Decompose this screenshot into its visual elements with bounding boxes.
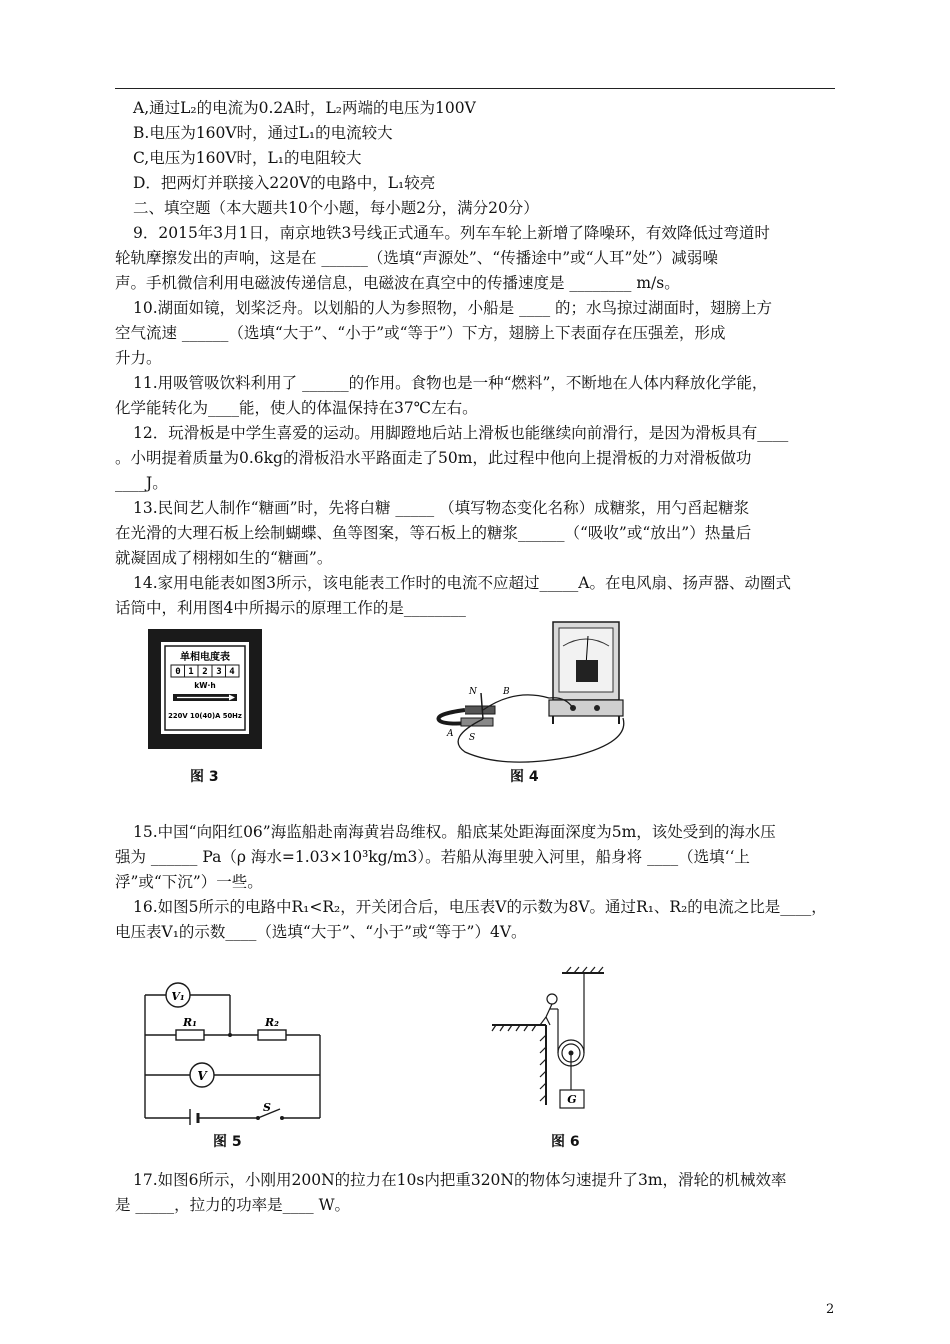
- figure-4-induction: [425, 618, 635, 768]
- fig4-label-b: B: [503, 687, 510, 697]
- section-heading: 二、填空题（本大题共10个小题，每小题2分，满分20分）: [133, 199, 539, 217]
- figure-3-caption: 图 3: [190, 769, 219, 785]
- meter-digit: 4: [229, 667, 235, 677]
- figure-4-caption: 图 4: [510, 769, 539, 785]
- question-9-line-1: 9．2015年3月1日，南京地铁3号线正式通车。列车车轮上新增了降噪环，有效降低过弯道时: [133, 224, 770, 242]
- question-17-line-1: 17.如图6所示，小刚用200N的拉力在10s内把重320N的物体匀速提升了3m，滑轮的机械效率: [133, 1171, 787, 1189]
- meter-digit: 1: [188, 667, 194, 677]
- question-10-line-3: 升力。: [115, 349, 162, 367]
- question-15-line-2: 强为 ______ Pa（ρ 海水=1.03×10³kg/m3）。若船从海里驶入河里，船身将 ____（选填‘‘上: [115, 848, 750, 866]
- fig5-label-v1: V₁: [171, 990, 185, 1003]
- question-13-line-3: 就凝固成了栩栩如生的“糖画”。: [115, 549, 333, 567]
- question-16-line-1: 16.如图5所示的电路中R₁<R₂，开关闭合后，电压表V的示数为8V。通过R₁、R₂的电流之比是____，: [133, 898, 827, 916]
- fig4-label-a: A: [447, 729, 454, 739]
- figure-3-meter: [147, 628, 263, 750]
- option-b: B.电压为160V时，通过L₁的电流较大: [133, 124, 393, 142]
- meter-unit: kW·h: [194, 681, 216, 690]
- meter-digit: 0: [175, 667, 181, 677]
- question-9-line-2: 轮轨摩擦发出的声响，这是在 ______（选填“声源处”、“传播途中”或“人耳”处”）减弱噪: [115, 249, 718, 267]
- meter-spec: 220V 10(40)A 50Hz: [168, 712, 242, 720]
- option-a: A,通过L₂的电流为0.2A时，L₂两端的电压为100V: [133, 99, 476, 117]
- option-c: C,电压为160V时，L₁的电阻较大: [133, 149, 362, 167]
- option-d: D．把两灯并联接入220V的电路中，L₁较亮: [133, 174, 436, 192]
- fig5-label-v: V: [197, 1069, 207, 1083]
- meter-title: 单相电度表: [180, 652, 230, 663]
- question-11-line-2: 化学能转化为____能，使人的体温保持在37℃左右。: [115, 399, 478, 417]
- question-9-line-3: 声。手机微信利用电磁波传递信息，电磁波在真空中的传播速度是 ________ m/s。: [115, 274, 680, 292]
- figure-5-circuit: [140, 975, 330, 1125]
- fig4-label-n: N: [469, 687, 477, 697]
- question-16-line-2: 电压表V₁的示数____（选填“大于”、“小于”或“等于”）4V。: [115, 923, 527, 941]
- fig6-label-g: G: [567, 1093, 577, 1106]
- question-15-line-1: 15.中国“向阳红06”海监船赴南海黄岩岛维权。船底某处距海面深度为5m，该处受到的海水压: [133, 823, 776, 841]
- fig5-label-r2: R₂: [265, 1016, 279, 1029]
- question-13-line-2: 在光滑的大理石板上绘制蝴蝶、鱼等图案，等石板上的糖浆______（“吸收”或“放出”）热量后: [115, 524, 752, 542]
- meter-digit: 3: [216, 667, 222, 677]
- question-14-line-1: 14.家用电能表如图3所示，该电能表工作时的电流不应超过_____A。在电风扇、扬声器、动圈式: [133, 574, 791, 592]
- figure-6-pulley: [488, 965, 608, 1125]
- figure-5-caption: 图 5: [213, 1134, 242, 1150]
- fig5-label-r1: R₁: [183, 1016, 197, 1029]
- figure-6-caption: 图 6: [551, 1134, 580, 1150]
- page-number: 2: [826, 1302, 835, 1317]
- meter-digit: 2: [202, 667, 208, 677]
- question-15-line-3: 浮”或“下沉”）一些。: [115, 873, 263, 891]
- question-13-line-1: 13.民间艺人制作“糖画”时，先将白糖 _____ （填写物态变化名称）成糖浆，用勺舀起糖浆: [133, 499, 750, 517]
- fig4-label-s: S: [469, 733, 476, 743]
- question-12-line-2: 。小明提着质量为0.6kg的滑板沿水平路面走了50m，此过程中他向上提滑板的力对滑板做功: [115, 449, 752, 467]
- question-12-line-1: 12．玩滑板是中学生喜爱的运动。用脚蹬地后站上滑板也能继续向前滑行，是因为滑板具有____: [133, 424, 789, 442]
- question-10-line-1: 10.湖面如镜，划桨泛舟。以划船的人为参照物，小船是 ____ 的；水鸟掠过湖面时，翅膀上方: [133, 299, 773, 317]
- question-17-line-2: 是 _____，拉力的功率是____ W。: [115, 1196, 351, 1214]
- question-14-line-2: 话筒中，利用图4中所揭示的原理工作的是________: [115, 599, 466, 617]
- fig5-label-s: S: [263, 1101, 271, 1114]
- header-rule: [115, 88, 835, 89]
- question-10-line-2: 空气流速 ______（选填“大于”、“小于”或“等于”）下方，翅膀上下表面存在压强差，形成: [115, 324, 726, 342]
- question-12-line-3: ____J。: [115, 474, 168, 492]
- question-11-line-1: 11.用吸管吸饮料利用了 ______的作用。食物也是一种“燃料”，不断地在人体内释放化学能，: [133, 374, 768, 392]
